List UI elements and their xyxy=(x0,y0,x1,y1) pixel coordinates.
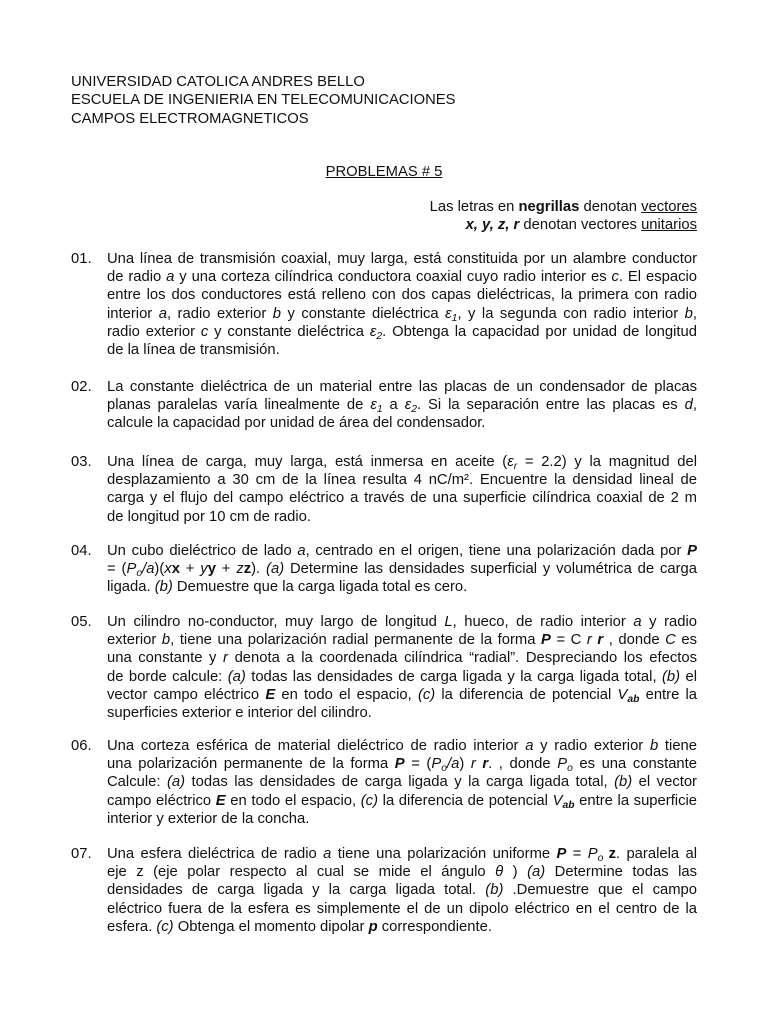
text-run: de la línea de transmisión. xyxy=(107,342,280,359)
text-line xyxy=(107,268,697,286)
text-run: Determine las densidades superficial y volumétrica de carga xyxy=(284,561,698,578)
text-run: (b) xyxy=(661,668,681,685)
text-run: P xyxy=(394,756,405,773)
notation-note xyxy=(71,198,697,235)
text-line xyxy=(107,686,697,704)
text-run: b xyxy=(684,305,693,322)
text-run: entre la xyxy=(639,686,698,703)
text-run: carga y el flujo del campo eléctrico a través de una superficie cilíndrica coaxial de 2 m xyxy=(107,490,697,507)
text-line xyxy=(107,631,697,649)
text-run: r xyxy=(597,632,604,649)
text-run: superficies exterior e interior del cilindro. xyxy=(107,705,372,722)
text-run: . paralela al xyxy=(615,845,697,862)
text-run: el vector xyxy=(632,774,697,791)
text-run: (b) xyxy=(614,774,633,791)
problem-number: 06. xyxy=(71,737,92,754)
text-line xyxy=(107,773,697,791)
text-line xyxy=(107,737,697,755)
problem-number: 03. xyxy=(71,453,92,470)
text-run: y radio exterior xyxy=(533,737,650,754)
text-line xyxy=(107,578,697,596)
text-line xyxy=(107,918,697,936)
text-line xyxy=(107,250,697,268)
text-line xyxy=(107,755,697,773)
text-line xyxy=(107,704,697,722)
text-run: = xyxy=(566,845,588,862)
text-run: .Demuestre que el campo xyxy=(503,882,697,899)
text-run: x, y, z, r xyxy=(465,217,520,234)
subscript-run: 2 xyxy=(411,404,417,416)
problem-number: 04. xyxy=(71,542,92,559)
text-run: r xyxy=(482,756,489,773)
text-run: y constante dieléctrica xyxy=(281,305,446,322)
text-run: V xyxy=(617,686,628,703)
problem-02 xyxy=(71,378,697,433)
text-run: , hueco, de radio interior xyxy=(452,613,634,630)
text-run: P xyxy=(556,845,567,862)
subscript-run: ab xyxy=(562,799,575,811)
text-run: (c) xyxy=(417,686,436,703)
text-run: vector campo eléctrico xyxy=(107,686,266,703)
text-run: el xyxy=(680,668,697,685)
text-run: z xyxy=(236,561,244,578)
text-run: y xyxy=(207,561,216,578)
text-line xyxy=(107,414,697,432)
text-run: Una línea de carga, muy larga, está inmersa en aceite ( xyxy=(107,453,508,470)
text-run: b xyxy=(161,632,171,649)
text-run: Obtenga el momento dipolar xyxy=(173,918,369,935)
text-run: todas las densidades de carga ligada y la carga ligada total, xyxy=(185,774,615,791)
text-line xyxy=(107,881,697,899)
text-run: , xyxy=(692,397,697,414)
text-run: . Si la separación entre las placas es xyxy=(416,397,685,414)
text-run: , donde xyxy=(603,632,666,649)
subscript-run: r xyxy=(513,460,518,472)
university-name: UNIVERSIDAD CATOLICA ANDRES BELLO xyxy=(71,74,365,90)
text-run: Determine todas las xyxy=(545,864,697,881)
text-line xyxy=(107,845,697,863)
text-run: Demuestre que la carga ligada total es cero. xyxy=(172,579,468,596)
text-line xyxy=(107,508,697,526)
problem-number: 02. xyxy=(71,378,92,395)
problem-01 xyxy=(71,250,697,360)
text-run: )( xyxy=(154,561,165,578)
text-run: Una esfera dieléctrica de radio xyxy=(107,845,324,862)
text-run: p xyxy=(368,918,378,935)
text-run: ) xyxy=(459,756,471,773)
text-line xyxy=(107,863,697,881)
text-run: de borde calcule: xyxy=(107,668,228,685)
text-run: radio exterior xyxy=(107,324,201,341)
text-run: Un cubo dieléctrico de lado xyxy=(107,542,298,559)
text-run: . , donde xyxy=(488,756,558,773)
text-line xyxy=(107,396,697,414)
text-run: vectores xyxy=(641,198,697,215)
text-run: , centrado en el origen, tiene una polarización dada por xyxy=(305,542,688,559)
course-name: CAMPOS ELECTROMAGNETICOS xyxy=(71,110,309,127)
text-run: (b) xyxy=(485,882,504,899)
text-run: densidades de carga ligada y la carga ligada total. xyxy=(107,882,486,899)
text-run: = ( xyxy=(404,756,432,773)
text-run: correspondiente. xyxy=(377,918,492,935)
text-line xyxy=(107,613,697,631)
text-line xyxy=(107,341,697,359)
text-run: es xyxy=(675,632,698,649)
text-run: P xyxy=(557,756,568,773)
text-run: Las letras en xyxy=(429,198,519,215)
text-run: ε xyxy=(445,305,452,322)
text-run: a xyxy=(297,542,306,559)
text-run: = 2.2) y la magnitud del xyxy=(517,453,698,470)
text-run: (c) xyxy=(360,792,379,809)
text-run: la diferencia de potencial xyxy=(435,686,618,703)
text-run: a xyxy=(633,613,642,630)
text-run: r xyxy=(223,650,228,667)
text-run: ε xyxy=(370,397,377,414)
problem-07 xyxy=(71,845,697,936)
text-run: P xyxy=(431,756,442,773)
text-run: a xyxy=(323,845,332,862)
text-run: La constante dieléctrica de un material entre las placas de un condensador de placas xyxy=(107,378,697,395)
text-run: , tiene una polarización radial permanente de la forma xyxy=(170,632,542,649)
text-run: ε xyxy=(404,397,412,414)
text-run: . El espacio xyxy=(618,269,697,286)
text-run: P xyxy=(587,845,598,862)
text-run: z xyxy=(608,845,616,862)
text-run: z xyxy=(243,561,252,578)
text-run: y radio xyxy=(641,613,697,630)
subscript-run: 2 xyxy=(376,330,383,342)
text-run: b xyxy=(649,737,659,754)
text-run: /a xyxy=(142,561,155,578)
text-run: a xyxy=(158,305,167,322)
text-line xyxy=(107,668,697,686)
text-run: (a) xyxy=(166,774,186,791)
text-run: negrillas xyxy=(518,198,580,215)
text-run: interior y exterior de la concha. xyxy=(107,810,310,827)
text-run: en todo el espacio, xyxy=(225,792,361,809)
school-name: ESCUELA DE INGENIERIA EN TELECOMUNICACIONES xyxy=(71,92,456,109)
text-run: x xyxy=(171,561,180,578)
text-run: es una constante xyxy=(572,756,697,773)
text-run: y constante dieléctrica xyxy=(208,324,370,341)
text-run: eléctrico fuera de la esfera es simplemente el de un dipolo eléctrico en el centro de la xyxy=(107,900,697,917)
text-line xyxy=(107,810,697,828)
text-run: entre la superficie xyxy=(574,792,698,809)
text-run: a xyxy=(525,737,534,754)
text-line xyxy=(107,900,697,918)
text-run: + xyxy=(215,561,237,578)
text-run: ε xyxy=(369,324,377,341)
text-run: r xyxy=(470,756,483,773)
subscript-run: o xyxy=(567,762,573,774)
text-line xyxy=(107,323,697,341)
problem-04 xyxy=(71,542,697,597)
text-run: = C xyxy=(550,632,587,649)
text-run: P xyxy=(126,561,137,578)
text-run: c xyxy=(611,269,619,286)
subscript-run: o xyxy=(597,852,609,864)
problem-05 xyxy=(71,613,697,723)
page-title-text: PROBLEMAS # 5 xyxy=(325,163,443,180)
text-run: C xyxy=(665,632,676,649)
text-run: E xyxy=(215,792,226,809)
text-line xyxy=(107,792,697,810)
text-run: r xyxy=(586,632,598,649)
text-run: Calcule: xyxy=(107,774,167,791)
text-run: ) xyxy=(503,864,528,881)
text-run: campo eléctrico xyxy=(107,792,216,809)
text-run: unitarios xyxy=(641,217,697,234)
text-run: desplazamiento a 30 cm de la línea resulta 4 nC/m². Encuentre la densidad lineal de xyxy=(107,472,697,489)
text-run: (b) xyxy=(154,579,173,596)
problem-text xyxy=(107,542,697,597)
text-line xyxy=(107,542,697,560)
problem-text xyxy=(107,250,697,360)
text-run: V xyxy=(552,792,563,809)
text-run: ε xyxy=(507,453,514,470)
text-run: ). xyxy=(251,561,267,578)
problem-text xyxy=(107,378,697,433)
text-run: la diferencia de potencial xyxy=(378,792,553,809)
text-run: en todo el espacio, xyxy=(275,686,418,703)
problem-number: 01. xyxy=(71,250,92,267)
text-run: y una corteza cilíndrica conductora coaxial cuyo radio interior es xyxy=(174,269,612,286)
text-run: Un cilindro no-conductor, muy largo de longitud xyxy=(107,613,445,630)
text-line xyxy=(71,216,697,234)
document-header xyxy=(71,73,697,128)
text-run: L xyxy=(444,613,453,630)
text-run: de radio xyxy=(107,269,167,286)
text-run: planas paralelas varía linealmente de xyxy=(107,397,371,414)
problem-text xyxy=(107,737,697,828)
text-run: a xyxy=(382,397,405,414)
text-run: ligada. xyxy=(107,579,155,596)
subscript-run: o xyxy=(136,567,143,579)
subscript-run: 1 xyxy=(376,404,383,416)
problem-text xyxy=(107,845,697,936)
problem-list xyxy=(71,250,697,936)
problem-number: 07. xyxy=(71,845,92,862)
text-run: Una corteza esférica de material dieléctrico de radio interior xyxy=(107,737,526,754)
text-run: θ xyxy=(495,864,504,881)
text-run: Una línea de transmisión coaxial, muy larga, está constituida por un alambre conductor xyxy=(107,250,697,267)
text-run: = ( xyxy=(107,561,127,578)
text-line xyxy=(107,489,697,507)
text-run: , xyxy=(692,305,698,322)
text-line xyxy=(107,560,697,578)
subscript-run: o xyxy=(441,762,448,774)
text-run: a xyxy=(166,269,175,286)
text-run: (a) xyxy=(527,864,546,881)
text-run: y xyxy=(200,561,208,578)
text-run: x xyxy=(164,561,172,578)
text-run: interior xyxy=(107,305,159,322)
text-run: denota a la coordenada cilíndrica “radial”. Despreciando los efectos xyxy=(227,650,697,667)
text-run: de longitud por 10 cm de radio. xyxy=(107,508,311,525)
text-run: calcule la capacidad por unidad de área del condensador. xyxy=(107,415,486,432)
problem-number: 05. xyxy=(71,613,92,630)
problem-03 xyxy=(71,453,697,526)
text-line xyxy=(107,378,697,396)
problem-text xyxy=(107,453,697,526)
text-line xyxy=(71,198,697,216)
text-run: denotan xyxy=(579,198,642,215)
page-title xyxy=(71,163,697,181)
text-run: , y la segunda con radio interior xyxy=(457,305,685,322)
subscript-run: ab xyxy=(627,693,640,705)
text-line xyxy=(107,286,697,304)
text-run: /a xyxy=(447,756,460,773)
text-run: . Obtenga la capacidad por unidad de longitud xyxy=(382,324,697,341)
text-run: (a) xyxy=(266,561,285,578)
text-run: , radio exterior xyxy=(166,305,273,322)
text-run: E xyxy=(265,686,276,703)
text-run: entre los dos conductores está relleno con dos capas dieléctricas, la primera con radio xyxy=(107,287,697,304)
text-run: P xyxy=(687,542,697,559)
text-run: b xyxy=(272,305,282,322)
text-run: todas las densidades de carga ligada y la carga ligada total, xyxy=(245,668,662,685)
text-run: tiene xyxy=(658,737,698,754)
problem-text xyxy=(107,613,697,723)
text-run: una polarización permanente de la forma xyxy=(107,756,395,773)
text-run: P xyxy=(541,632,551,649)
problem-06 xyxy=(71,737,697,828)
text-line xyxy=(107,471,697,489)
text-run: (c) xyxy=(156,918,174,935)
subscript-run: 1 xyxy=(451,312,458,324)
text-run: denotan vectores xyxy=(519,217,642,234)
text-run: + xyxy=(179,561,201,578)
text-line xyxy=(107,453,697,471)
text-run: d xyxy=(684,397,693,414)
text-line xyxy=(107,649,697,667)
text-run: exterior xyxy=(107,632,162,649)
text-run: una constante y xyxy=(107,650,224,667)
text-run: eje z (eje polar respecto al cual se mide el ángulo xyxy=(107,864,496,881)
text-run: (a) xyxy=(227,668,246,685)
text-run: esfera. xyxy=(107,918,157,935)
text-run: tiene una polarización uniforme xyxy=(331,845,557,862)
text-run: c xyxy=(200,324,209,341)
text-line xyxy=(107,305,697,323)
